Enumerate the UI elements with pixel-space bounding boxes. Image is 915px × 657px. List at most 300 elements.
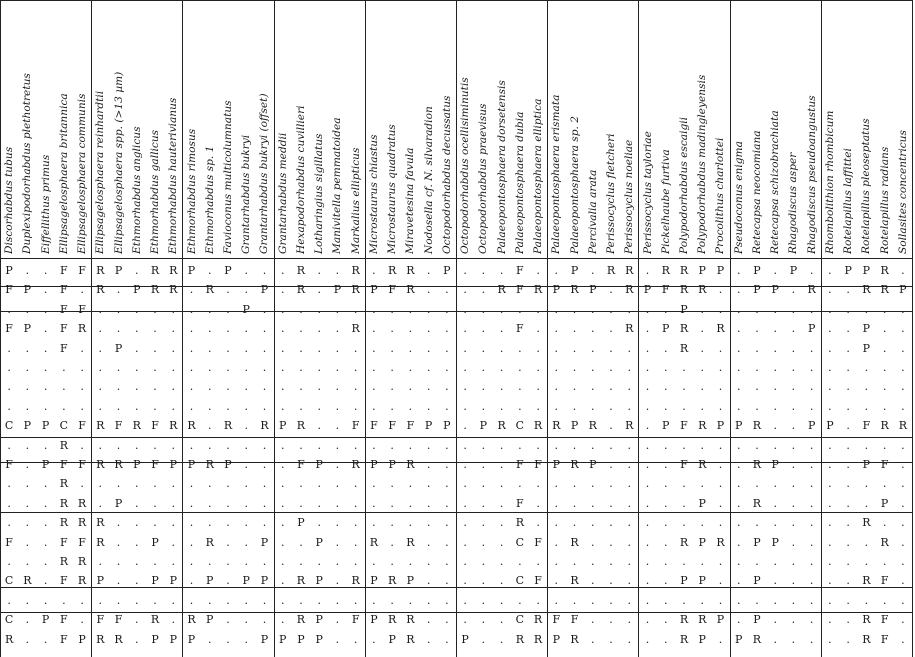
abundance-cell: .	[828, 593, 832, 607]
abundance-cell: .	[189, 399, 194, 413]
abundance-cell: .	[43, 283, 48, 297]
abundance-cell: R	[77, 496, 87, 510]
abundance-cell: .	[736, 613, 741, 627]
abundance-cell: C	[4, 419, 14, 433]
abundance-cell: R	[679, 341, 689, 355]
abundance-cell: .	[262, 593, 267, 607]
abundance-cell: R	[515, 632, 524, 646]
abundance-cell: .	[372, 593, 376, 607]
abundance-cell: .	[317, 264, 321, 277]
abundance-cell: R	[716, 535, 725, 549]
abundance-cell: P	[114, 341, 123, 355]
abundance-cell: .	[645, 361, 650, 374]
abundance-cell: P	[807, 322, 816, 336]
abundance-cell: .	[372, 477, 376, 491]
abundance-cell: R	[260, 419, 269, 433]
abundance-cell: P	[862, 322, 871, 336]
abundance-cell: .	[244, 593, 248, 607]
abundance-cell: .	[627, 341, 632, 355]
abundance-cell: .	[846, 477, 850, 491]
abundance-cell: .	[299, 477, 303, 491]
abundance-cell: .	[317, 399, 321, 413]
abundance-cell: R	[606, 264, 616, 277]
abundance-cell: .	[809, 438, 814, 452]
abundance-cell: R	[388, 613, 397, 627]
abundance-cell: .	[755, 322, 759, 336]
abundance-cell: F	[880, 458, 889, 471]
abundance-cell: .	[499, 593, 504, 607]
abundance-cell: R	[59, 555, 68, 568]
abundance-cell: R	[205, 458, 214, 471]
abundance-cell: .	[572, 341, 577, 355]
abundance-cell: .	[25, 380, 30, 394]
abundance-cell: R	[679, 632, 689, 646]
abundance-cell: P	[461, 632, 469, 646]
species-header: Markalius ellipticus	[349, 147, 362, 254]
abundance-cell: .	[846, 380, 850, 394]
abundance-cell: F	[406, 419, 415, 433]
abundance-cell: .	[846, 438, 850, 452]
abundance-cell: .	[25, 535, 30, 549]
abundance-cell: .	[682, 593, 686, 607]
abundance-cell: P	[279, 632, 287, 646]
abundance-cell: .	[426, 593, 431, 607]
abundance-cell: .	[591, 438, 595, 452]
abundance-cell: .	[426, 555, 431, 568]
abundance-cell: .	[153, 438, 157, 452]
abundance-cell: P	[279, 419, 287, 433]
abundance-cell: .	[481, 283, 486, 297]
abundance-cell: .	[901, 438, 905, 452]
abundance-cell: .	[791, 302, 796, 316]
abundance-cell: .	[135, 380, 139, 394]
abundance-cell: .	[25, 632, 30, 646]
abundance-cell: .	[901, 555, 905, 568]
abundance-cell: .	[809, 264, 814, 277]
abundance-cell: .	[554, 477, 559, 491]
abundance-cell: .	[426, 438, 431, 452]
abundance-cell: .	[554, 341, 559, 355]
abundance-cell: P	[753, 283, 761, 297]
abundance-cell: .	[791, 322, 796, 336]
abundance-cell: .	[755, 399, 759, 413]
abundance-cell: .	[736, 535, 741, 549]
abundance-cell: .	[7, 302, 11, 316]
abundance-cell: .	[98, 302, 103, 316]
abundance-cell: .	[901, 302, 905, 316]
abundance-cell: .	[25, 302, 30, 316]
abundance-cell: .	[189, 535, 194, 549]
species-header: Microstaurus quadratus	[386, 124, 399, 254]
abundance-cell: .	[62, 380, 66, 394]
abundance-cell: F	[60, 341, 68, 355]
abundance-cell: R	[625, 264, 634, 277]
abundance-cell: R	[625, 419, 634, 433]
abundance-cell: P	[844, 264, 852, 277]
abundance-cell: .	[773, 496, 777, 510]
abundance-cell: .	[317, 361, 321, 374]
species-header: Rhagodiscus asper	[787, 152, 800, 254]
abundance-cell: .	[809, 632, 814, 646]
abundance-cell: .	[43, 399, 48, 413]
abundance-cell: .	[809, 477, 814, 491]
abundance-cell: .	[591, 399, 595, 413]
abundance-cell: .	[244, 283, 248, 297]
abundance-cell: .	[481, 361, 486, 374]
abundance-cell: .	[226, 302, 230, 316]
abundance-cell: F	[60, 283, 68, 297]
abundance-cell: .	[80, 593, 84, 607]
abundance-cell: .	[791, 380, 796, 394]
abundance-cell: .	[171, 341, 176, 355]
abundance-cell: .	[408, 380, 413, 394]
abundance-cell: R	[296, 264, 306, 277]
abundance-cell: .	[791, 535, 796, 549]
species-header: Ellipsagelosphaera spp. (>13 µm)	[112, 71, 125, 254]
abundance-cell: R	[296, 419, 306, 433]
abundance-cell: .	[445, 361, 449, 374]
abundance-cell: P	[698, 535, 706, 549]
abundance-cell: .	[773, 302, 777, 316]
abundance-cell: P	[23, 322, 32, 336]
abundance-cell: .	[426, 613, 431, 627]
abundance-cell: .	[98, 555, 103, 568]
abundance-cell: .	[809, 555, 814, 568]
abundance-cell: .	[189, 593, 194, 607]
abundance-cell: .	[791, 477, 796, 491]
abundance-cell: .	[663, 574, 668, 588]
abundance-cell: P	[169, 458, 177, 471]
abundance-cell: .	[645, 516, 650, 530]
abundance-cell: C	[515, 535, 525, 549]
abundance-cell: F	[516, 264, 524, 277]
abundance-cell: .	[499, 341, 504, 355]
abundance-cell: P	[552, 283, 560, 297]
abundance-cell: .	[280, 613, 285, 627]
abundance-cell: .	[445, 632, 449, 646]
abundance-cell: .	[262, 613, 267, 627]
abundance-cell: .	[426, 302, 431, 316]
abundance-cell: .	[700, 516, 704, 530]
abundance-cell: .	[645, 419, 650, 433]
abundance-cell: R	[698, 419, 707, 433]
abundance-cell: .	[445, 535, 449, 549]
abundance-cell: .	[864, 593, 869, 607]
abundance-cell: .	[572, 302, 577, 316]
abundance-cell: .	[518, 477, 522, 491]
abundance-cell: R	[406, 632, 415, 646]
abundance-cell: P	[662, 322, 670, 336]
abundance-cell: .	[244, 361, 248, 374]
abundance-cell: .	[882, 322, 887, 336]
abundance-cell: .	[828, 574, 832, 588]
abundance-cell: P	[680, 574, 688, 588]
abundance-cell: R	[570, 535, 579, 549]
abundance-cell: .	[135, 399, 139, 413]
abundance-cell: .	[663, 516, 668, 530]
abundance-cell: R	[497, 419, 506, 433]
abundance-cell: .	[262, 302, 267, 316]
abundance-cell: .	[116, 283, 121, 297]
abundance-cell: .	[463, 419, 467, 433]
abundance-cell: R	[388, 264, 397, 277]
abundance-cell: .	[299, 341, 303, 355]
abundance-cell: .	[317, 516, 321, 530]
abundance-cell: .	[846, 535, 850, 549]
abundance-cell: .	[481, 496, 486, 510]
abundance-cell: .	[645, 399, 650, 413]
abundance-cell: .	[353, 516, 358, 530]
abundance-cell: .	[591, 613, 595, 627]
abundance-cell: .	[335, 361, 340, 374]
abundance-cell: .	[25, 593, 30, 607]
abundance-cell: .	[882, 341, 887, 355]
abundance-cell: .	[408, 399, 413, 413]
abundance-cell: .	[353, 438, 358, 452]
abundance-cell: .	[499, 380, 504, 394]
abundance-cell: .	[135, 302, 139, 316]
abundance-cell: P	[187, 458, 196, 471]
abundance-cell: .	[135, 438, 139, 452]
abundance-cell: .	[609, 302, 613, 316]
abundance-cell: .	[499, 322, 504, 336]
abundance-cell: .	[499, 477, 504, 491]
abundance-cell: .	[445, 555, 449, 568]
abundance-cell: .	[718, 555, 723, 568]
abundance-cell: .	[828, 555, 832, 568]
abundance-cell: .	[335, 535, 340, 549]
abundance-cell: .	[226, 593, 230, 607]
abundance-cell: .	[499, 496, 504, 510]
species-header: Favioconus multicolumnatus	[222, 100, 234, 254]
abundance-cell: .	[554, 496, 559, 510]
abundance-cell: .	[353, 477, 358, 491]
abundance-cell: .	[280, 555, 285, 568]
abundance-cell: .	[609, 555, 613, 568]
abundance-cell: .	[499, 516, 504, 530]
abundance-cell: .	[207, 264, 212, 277]
abundance-cell: .	[536, 302, 540, 316]
abundance-cell: R	[23, 574, 32, 588]
abundance-cell: .	[554, 399, 559, 413]
abundance-cell: R	[862, 632, 871, 646]
abundance-cell: P	[789, 264, 798, 277]
abundance-cell: P	[260, 632, 269, 646]
abundance-cell: .	[481, 458, 486, 471]
abundance-cell: C	[59, 419, 69, 433]
abundance-cell: .	[445, 458, 449, 471]
abundance-cell: .	[116, 399, 121, 413]
abundance-cell: .	[809, 496, 814, 510]
abundance-cell: P	[187, 264, 196, 277]
abundance-cell: .	[280, 361, 285, 374]
abundance-cell: .	[499, 535, 504, 549]
abundance-cell: R	[96, 535, 105, 549]
abundance-cell: .	[135, 496, 139, 510]
abundance-cell: .	[98, 477, 103, 491]
abundance-cell: .	[572, 496, 577, 510]
abundance-cell: .	[189, 322, 194, 336]
abundance-cell: .	[773, 419, 777, 433]
abundance-cell: .	[116, 380, 121, 394]
abundance-cell: .	[189, 361, 194, 374]
abundance-cell: .	[846, 593, 850, 607]
species-header: Rotelapillus pleoseptatus	[860, 118, 873, 254]
abundance-cell: .	[536, 399, 540, 413]
abundance-cell: .	[463, 361, 467, 374]
abundance-cell: .	[481, 516, 486, 530]
abundance-cell: .	[828, 302, 832, 316]
abundance-cell: .	[43, 380, 48, 394]
abundance-cell: .	[390, 555, 394, 568]
abundance-cell: .	[901, 593, 905, 607]
abundance-cell: .	[736, 380, 741, 394]
abundance-cell: .	[7, 341, 11, 355]
abundance-cell: R	[679, 535, 689, 549]
abundance-cell: .	[846, 458, 850, 471]
abundance-cell: .	[207, 322, 212, 336]
abundance-cell: P	[114, 496, 123, 510]
abundance-cell: P	[41, 419, 50, 433]
abundance-cell: .	[554, 438, 559, 452]
abundance-cell: .	[554, 516, 559, 530]
abundance-cell: .	[445, 574, 449, 588]
abundance-cell: .	[773, 516, 777, 530]
abundance-cell: .	[828, 613, 832, 627]
abundance-cell: P	[753, 613, 761, 627]
abundance-cell: .	[645, 535, 650, 549]
abundance-cell: .	[244, 380, 248, 394]
abundance-cell: .	[390, 477, 394, 491]
abundance-cell: .	[609, 399, 613, 413]
species-header: Grantarhabdus bukryi (offset)	[258, 93, 271, 254]
abundance-cell: .	[791, 361, 796, 374]
abundance-cell: .	[499, 555, 504, 568]
abundance-cell: .	[372, 555, 376, 568]
abundance-cell: .	[408, 555, 413, 568]
abundance-cell: .	[335, 438, 340, 452]
abundance-cell: .	[25, 555, 30, 568]
abundance-cell: .	[463, 535, 467, 549]
abundance-cell: .	[244, 613, 248, 627]
abundance-cell: .	[591, 535, 595, 549]
abundance-cell: P	[151, 632, 159, 646]
abundance-cell: .	[591, 593, 595, 607]
abundance-cell: .	[645, 613, 650, 627]
abundance-cell: .	[882, 477, 887, 491]
abundance-cell: .	[226, 380, 230, 394]
abundance-cell: R	[223, 419, 233, 433]
abundance-cell: .	[591, 632, 595, 646]
abundance-cell: .	[773, 593, 777, 607]
abundance-cell: .	[718, 574, 723, 588]
abundance-cell: .	[554, 593, 559, 607]
abundance-cell: .	[736, 477, 741, 491]
abundance-cell: .	[244, 341, 248, 355]
abundance-cell: .	[591, 496, 595, 510]
abundance-cell: .	[153, 361, 157, 374]
abundance-cell: .	[773, 399, 777, 413]
abundance-cell: .	[718, 516, 723, 530]
abundance-cell: .	[244, 555, 248, 568]
abundance-cell: .	[718, 341, 723, 355]
abundance-cell: R	[77, 574, 87, 588]
abundance-cell: .	[226, 361, 230, 374]
abundance-cell: .	[317, 380, 321, 394]
abundance-cell: .	[171, 322, 176, 336]
abundance-cell: R	[807, 283, 816, 297]
abundance-cell: .	[791, 438, 796, 452]
abundance-cell: .	[153, 380, 157, 394]
abundance-cell: .	[153, 496, 157, 510]
abundance-cell: F	[516, 458, 524, 471]
abundance-cell: P	[151, 574, 159, 588]
abundance-cell: .	[901, 516, 905, 530]
abundance-cell: C	[515, 419, 525, 433]
abundance-cell: .	[518, 361, 522, 374]
species-header: Rotelapillus radians	[878, 146, 891, 254]
abundance-cell: F	[570, 613, 579, 627]
abundance-cell: .	[755, 593, 759, 607]
abundance-cell: .	[98, 438, 103, 452]
abundance-cell: .	[317, 302, 321, 316]
abundance-cell: R	[406, 458, 415, 471]
abundance-cell: .	[864, 535, 869, 549]
abundance-cell: .	[372, 380, 376, 394]
abundance-cell: .	[645, 632, 650, 646]
abundance-cell: R	[752, 496, 762, 510]
abundance-cell: .	[426, 264, 431, 277]
abundance-cell: .	[609, 632, 613, 646]
abundance-cell: .	[627, 613, 632, 627]
abundance-cell: .	[463, 593, 467, 607]
abundance-cell: F	[78, 264, 86, 277]
abundance-cell: .	[408, 438, 413, 452]
abundance-cell: .	[846, 555, 850, 568]
abundance-cell: .	[135, 632, 139, 646]
abundance-cell: .	[463, 555, 467, 568]
abundance-cell: F	[60, 632, 68, 646]
abundance-cell: P	[826, 419, 834, 433]
abundance-cell: .	[426, 632, 431, 646]
abundance-cell: .	[901, 632, 905, 646]
abundance-cell: .	[645, 438, 650, 452]
species-header: Manivitella pemmatoidea	[331, 117, 344, 254]
abundance-cell: R	[752, 632, 762, 646]
species-header: Pseudoconus enigma	[732, 141, 745, 254]
abundance-cell: .	[463, 574, 467, 588]
abundance-cell: R	[351, 264, 360, 277]
abundance-cell: .	[627, 574, 632, 588]
abundance-cell: .	[718, 361, 723, 374]
abundance-cell: P	[807, 419, 816, 433]
abundance-cell: .	[426, 516, 431, 530]
abundance-cell: .	[499, 264, 504, 277]
abundance-cell: .	[25, 516, 30, 530]
abundance-cell: .	[627, 458, 632, 471]
abundance-cell: P	[753, 535, 761, 549]
abundance-cell: .	[882, 593, 887, 607]
abundance-cell: .	[828, 264, 832, 277]
abundance-cell: R	[169, 283, 178, 297]
abundance-cell: P	[297, 632, 305, 646]
abundance-cell: .	[901, 477, 905, 491]
abundance-cell: .	[828, 283, 832, 297]
abundance-cell: .	[828, 516, 832, 530]
abundance-cell: .	[682, 477, 686, 491]
abundance-cell: .	[244, 496, 248, 510]
abundance-cell: .	[80, 477, 84, 491]
